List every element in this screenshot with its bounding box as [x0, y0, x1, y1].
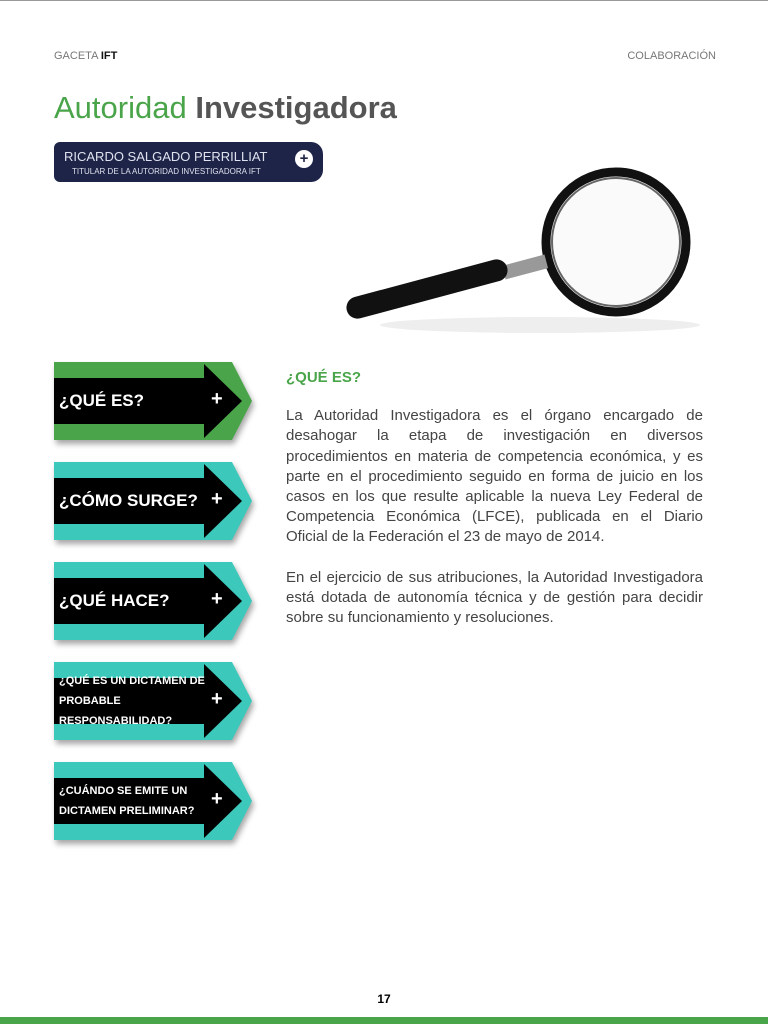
person-name: RICARDO SALGADO PERRILLIAT	[64, 149, 268, 164]
section-button-label: ¿CÓMO SURGE?	[59, 491, 198, 511]
plus-icon: +	[211, 688, 223, 710]
section-name: COLABORACIÓN	[627, 50, 716, 62]
person-role: TITULAR DE LA AUTORIDAD INVESTIGADORA IFT	[72, 167, 261, 176]
plus-icon: +	[211, 788, 223, 810]
expand-plus-icon[interactable]: +	[295, 150, 313, 168]
section-button-label: ¿QUÉ ES UN DICTAMEN DE PROBABLE RESPONSABILIDAD?	[59, 675, 205, 727]
content-heading: ¿QUÉ ES?	[286, 369, 362, 386]
ift-label: IFT	[100, 50, 118, 62]
title-bold: Investigadora	[195, 90, 397, 125]
plus-icon: +	[211, 488, 223, 510]
section-button-label: ¿QUÉ ES?	[59, 391, 145, 411]
page-number: 17	[377, 992, 391, 1006]
magnifying-glass-image	[340, 160, 700, 340]
gaceta-label: GACETA	[54, 50, 101, 62]
bottom-bar	[0, 1017, 768, 1024]
content-panel	[286, 368, 703, 648]
section-button[interactable]	[54, 562, 254, 640]
publication-name	[54, 50, 117, 62]
content-paragraph: La Autoridad Investigadora es el órgano encargado de desahogar la etapa de investigación en diversos procedimientos en materia de competencia económica, y es parte en el procedimiento seguido en forma de juicio en los casos en los que resulte aplicable la nueva Ley Federal de Competencia Económica (LFCE), publicada en el Diario Oficial de la Federación el 23 de mayo de 2014.	[286, 407, 703, 546]
section-button-label: ¿QUÉ HACE?	[59, 591, 170, 611]
content-paragraph: En el ejercicio de sus atribuciones, la Autoridad Investigadora está dotada de autonomía técnica y de gestión para decidir sobre su funcionamiento y resoluciones.	[286, 568, 703, 627]
section-button[interactable]	[54, 462, 254, 540]
person-badge[interactable]	[54, 142, 323, 182]
plus-icon: +	[211, 588, 223, 610]
section-button[interactable]	[54, 362, 254, 440]
page-title	[54, 90, 397, 126]
top-border	[0, 0, 768, 1]
title-light: Autoridad	[54, 90, 196, 125]
section-button[interactable]	[54, 662, 254, 740]
section-button[interactable]	[54, 762, 254, 840]
section-button-label: ¿CUÁNDO SE EMITE UN DICTAMEN PRELIMINAR?	[59, 785, 195, 817]
plus-icon: +	[211, 388, 223, 410]
